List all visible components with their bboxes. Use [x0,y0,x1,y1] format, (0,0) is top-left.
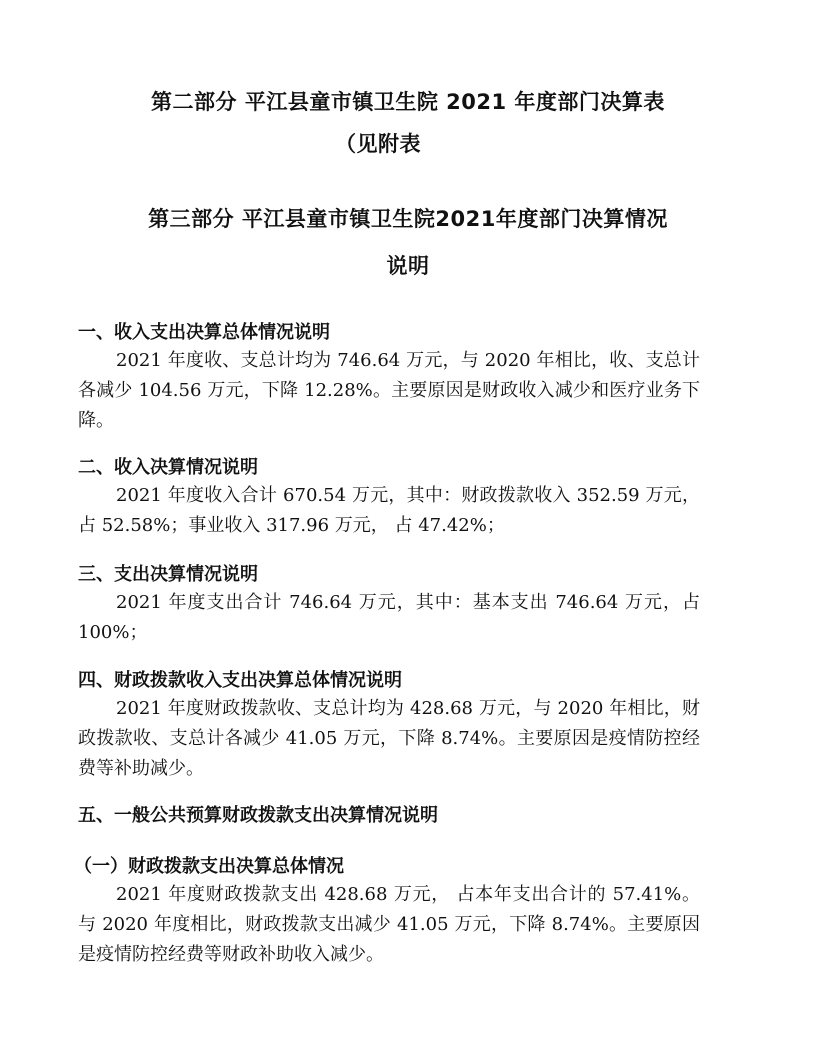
subsection-1-heading: （一）财政拨款支出决算总体情况 [74,856,344,877]
section-4-body: 2021 年度财政拨款收、支总计均为 428.68 万元，与 2020 年相比，财政拨款收、支总计各减少 41.05 万元，下降 8.74%。主要原因是疫情防控经费等补助减少。 [78,698,700,779]
section-4-heading: 四、财政拨款收入支出决算总体情况说明 [78,670,402,691]
part3-title-line1: 第三部分 平江县童市镇卫生院2021年度部门决算情况 [148,207,668,231]
part2-title-line2: （见附表 [335,132,421,156]
section-2-heading: 二、收入决算情况说明 [78,457,258,478]
section-2-body: 2021 年度收入合计 670.54 万元，其中：财政拨款收入 352.59 万元， 占 52.58%；事业收入 317.96 万元， 占 47.42%； [78,485,700,536]
part2-title-line1: 第二部分 平江县童市镇卫生院 2021 年度部门决算表 [151,90,665,114]
section-5-heading: 五、一般公共预算财政拨款支出决算情况说明 [78,805,438,826]
section-3-body: 2021 年度支出合计 746.64 万元，其中：基本支出 746.64 万元，占 100%； [78,592,700,643]
section-3-heading: 三、支出决算情况说明 [78,564,258,585]
subsection-1-body: 2021 年度财政拨款支出 428.68 万元， 占本年支出合计的 57.41%。与 2020 年度相比，财政拨款支出减少 41.05 万元，下降 8.74%。主要原因是疫情防控经费等财政补助收入减少。 [78,884,700,965]
section-1-heading: 一、收入支出决算总体情况说明 [78,322,330,343]
section-1-body: 2021 年度收、支总计均为 746.64 万元，与 2020 年相比，收、支总计各减少 104.56 万元，下降 12.28%。主要原因是财政收入减少和医疗业务下降。 [78,350,700,431]
part3-title-line2: 说明 [386,254,430,278]
